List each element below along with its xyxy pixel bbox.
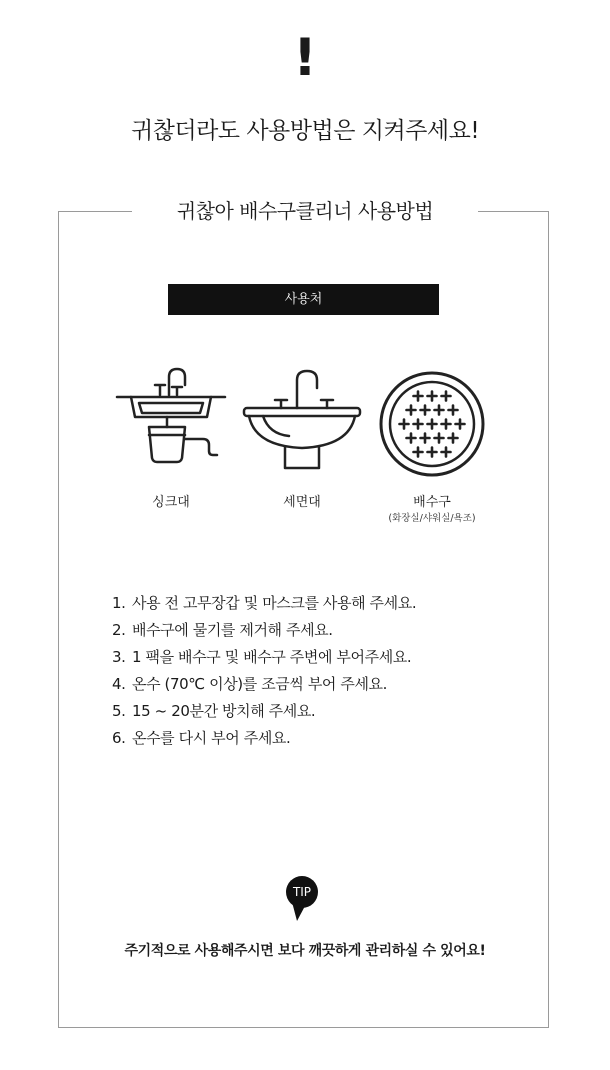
frame-top-left-line	[58, 211, 132, 212]
drain-label: 배수구	[413, 495, 451, 510]
drain-cross-mark	[449, 406, 458, 415]
usage-steps-list	[112, 590, 416, 752]
drain-sublabel: (화장실/샤워실/욕조)	[388, 513, 476, 524]
drain-cross-mark	[414, 420, 423, 429]
list-item: 6. 온수를 다시 부어 주세요.	[112, 729, 291, 747]
drain-cross-mark	[456, 420, 465, 429]
washbasin-icon	[241, 368, 363, 472]
list-item: 2. 배수구에 물기를 제거해 주세요.	[112, 621, 333, 639]
drain-cross-mark	[421, 406, 430, 415]
page-headline: 귀찮더라도 사용방법은 지켜주세요!	[130, 118, 480, 144]
washbasin-label: 세면대	[283, 495, 321, 510]
tip-note: 주기적으로 사용해주시면 보다 깨끗하게 관리하실 수 있어요!	[124, 943, 486, 959]
drain-cross-mark	[407, 406, 416, 415]
list-item: 1. 사용 전 고무장갑 및 마스크를 사용해 주세요.	[112, 594, 417, 612]
drain-cross-mark	[407, 434, 416, 443]
drain-cross-mark	[442, 420, 451, 429]
list-item: 3. 1 팩을 배수구 및 배수구 주변에 부어주세요.	[112, 648, 412, 666]
drain-cover-icon	[376, 369, 488, 479]
drain-cross-mark	[421, 434, 430, 443]
drain-cross-mark	[435, 434, 444, 443]
drain-cross-mark	[414, 392, 423, 401]
tip-badge-label: TIP	[292, 885, 312, 899]
drain-cross-mark	[428, 420, 437, 429]
drain-cross-mark	[414, 448, 423, 457]
frame-top-right-line	[478, 211, 549, 212]
drain-cross-mark	[442, 392, 451, 401]
section-title: 귀찮아 배수구클리너 사용방법	[176, 199, 434, 223]
drain-cross-mark	[449, 434, 458, 443]
usage-label-bar: 사용처	[168, 284, 439, 315]
kitchen-sink-label: 싱크대	[152, 495, 190, 510]
drain-cross-mark	[428, 448, 437, 457]
exclamation-mark: !	[293, 28, 317, 88]
drain-cross-mark	[442, 448, 451, 457]
list-item: 4. 온수 (70℃ 이상)를 조금씩 부어 주세요.	[112, 675, 388, 693]
drain-cross-mark	[435, 406, 444, 415]
tip-badge	[281, 876, 325, 924]
list-item: 5. 15 ~ 20분간 방치해 주세요.	[112, 702, 316, 720]
kitchen-sink-icon	[115, 365, 227, 465]
drain-cross-mark	[400, 420, 409, 429]
drain-cross-mark	[428, 392, 437, 401]
